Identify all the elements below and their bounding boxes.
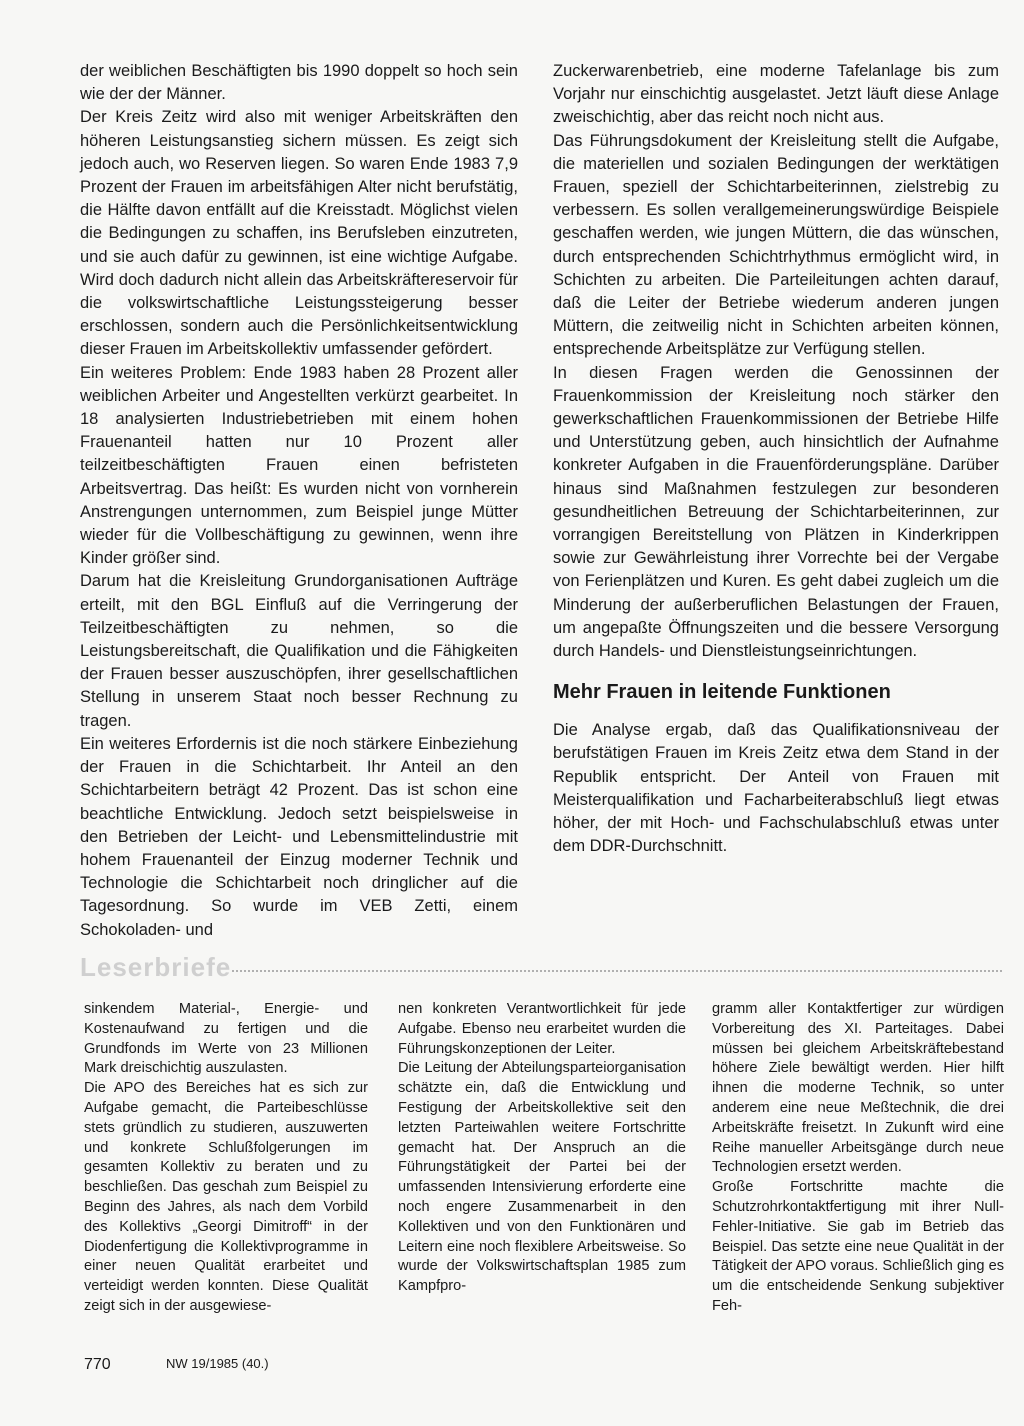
paragraph: nen konkreten Verantwortlichkeit für jede Aufgabe. Ebenso neu erarbeitet wurden die Führungskonzeptionen der Leiter. (398, 1001, 686, 1057)
paragraph: Die APO des Bereiches hat es sich zur Aufgabe gemacht, die Parteibeschlüsse stets gründlich zu studieren, auszuwerten und konkrete Schlußfolgerungen im gesamten Kollektiv zu beraten und zu beschließen. Das geschah zum Beispiel zu Beginn des Jahres, als nach dem Vorbild des Kollektivs „Georgi Dimitroff“ in der Diodenfertigung die Kollektivprogramme in einer neuen Qualität erarbeitet und verteidigt werden konnten. Diese Qualität zeigt sich in der ausgewiese- (84, 1080, 368, 1314)
paragraph: Das Führungsdokument der Kreisleitung stellt die Aufgabe, die materiellen und sozialen Bedingungen der werktätigen Frauen, speziell der Schichtarbeiterinnen, zielstrebig zu verbessern. Es sollen verallgemeinerungswürdige Beispiele geschaffen werden, wie jungen Müttern, die das wünschen, durch entsprechenden Schichtrhythmus ermöglicht wird, in Schichten zu arbeiten. Die Parteileitungen achten darauf, daß die Leiter der Betriebe wiederum anderen jungen Müttern, die zeitweilig nicht in Schichten arbeiten können, entsprechende Arbeitsplätze zur Verfügung stellen. (553, 131, 999, 359)
paragraph: der weiblichen Beschäftigten bis 1990 doppelt so hoch sein wie der der Männer. (80, 62, 518, 104)
paragraph: Die Analyse ergab, daß das Qualifikationsniveau der berufstätigen Frauen im Kreis Zeitz etwa dem Stand in der Republik entspricht. Der Anteil von Frauen mit Meisterqualifikation und Facharbeiterabschluß liegt etwas höher, der mit Hoch- und Fachschulabschluß etwas unter dem DDR-Durchschnitt. (553, 721, 999, 856)
issue-label: NW 19/1985 (40.) (166, 1356, 269, 1371)
paragraph: Die Leitung der Abteilungsparteiorganisation schätzte ein, daß die Entwicklung und Festigung der Arbeitskollektive seit den letzten Parteiwahlen weitere Fortschritte gemacht hat. Der Anspruch an die Führungstätigkeit der Partei bei der umfassenden Intensivierung erforderte eine noch engere Zusammenarbeit in den Kollektiven und von den Funktionären und Leitern eine noch flexiblere Arbeitsweise. So wurde der Volkswirtschaftsplan 1985 zum Kampfpro- (398, 1060, 686, 1295)
paragraph: gramm aller Kontaktfertiger zur würdigen Vorbereitung des XI. Parteitages. Dabei müssen bei gleichem Arbeitskräftebestand höhere Ziele bewältigt werden. Hier hilft ihnen die moderne Technik, so unter anderem eine neue Meßtechnik, die drei Arbeitskräfte freisetzt. In Zukunft wird eine Reihe manueller Arbeitsgänge durch neue Technologien ersetzt werden. (712, 1001, 1004, 1176)
paragraph: Der Kreis Zeitz wird also mit weniger Arbeitskräften den höheren Leistungsanstieg sichern müssen. Es zeigt sich jedoch auch, wo Reserven liegen. So waren Ende 1983 7,9 Prozent der Frauen im arbeitsfähigen Alter nicht berufstätig, die Hälfte davon entfällt auf die Kreisstadt. Möglichst vielen die Bedingungen zu schaffen, ins Berufsleben einzutreten, und sie auch dafür zu gewinnen, ist eine wichtige Aufgabe. Wird doch dadurch nicht allein das Arbeitskräftereservoir für die volkswirtschaftliche Leistungssteigerung besser erschlossen, sondern auch die Persönlichkeitsentwicklung dieser Frauen im Arbeitskollektiv umfassender gefördert. (80, 108, 518, 359)
paragraph: In diesen Fragen werden die Genossinnen der Frauenkommission der Kreisleitung noch stärker den gewerkschaftlichen Frauenkommissionen der Betriebe Hilfe und Unterstützung geben, auch hinsichtlich der Aufnahme konkreter Aufgaben in die Frauenförderungspläne. Darüber hinaus sind Maßnahmen festzulegen zur besonderen gesundheitlichen Betreuung der Schichtarbeiterinnen, zur vorrangigen Bereitstellung von Plätzen in Kinderkrippen sowie zur Gewährleistung ihrer Vorrechte bei der Vergabe von Ferienplätzen und Kuren. Es geht dabei zugleich um die Minderung der außerberuflichen Belastungen der Frauen, um angepaßte Öffnungszeiten und die bessere Versorgung durch Handels- und Dienstleistungseinrichtungen. (553, 363, 999, 661)
bottom-column-2 (398, 1000, 686, 1297)
paragraph: Darum hat die Kreisleitung Grundorganisationen Aufträge erteilt, mit den BGL Einfluß auf die Verringerung der Teilzeitbeschäftigten zu nehmen, so die Leistungsbereitschaft, die Qualifikation und die Fähigkeiten der Frauen besser auszuschöpfen, ihrer gesellschaftlichen Stellung in unserem Staat noch besser Rechnung zu tragen. (80, 572, 518, 730)
paragraph: Zuckerwarenbetrieb, eine moderne Tafelanlage bis zum Vorjahr nur einschichtig ausgelastet. Jetzt läuft diese Anlage zweischichtig, aber das reicht noch nicht aus. (553, 62, 999, 127)
page-number: 770 (84, 1356, 111, 1373)
section-label: Leserbriefe (80, 952, 232, 982)
paragraph: Ein weiteres Erfordernis ist die noch stärkere Einbeziehung der Frauen in die Schichtarbeit. Ihr Anteil an den Schichtarbeitern beträgt 42 Prozent. Das ist schon eine beachtliche Entwicklung. Jedoch setzt beispielsweise in den Betrieben der Leicht- und Lebensmittelindustrie mit hohem Frauenanteil der Einzug moderner Technik und Technologie die Schichtarbeit noch dringlicher auf die Tagesordnung. So wurde im VEB Zetti, einem Schokoladen- und (80, 734, 518, 939)
bottom-column-1 (84, 1000, 368, 1317)
divider (232, 970, 1002, 972)
section-heading: Mehr Frauen in leitende Funktionen (553, 681, 891, 704)
paragraph: Große Fortschritte machte die Schutzrohrkontaktfertigung mit ihrer Null-Fehler-Initiative. Sie gab im Betrieb das Beispiel. Das setzte eine neue Qualität in der Tätigkeit der APO voraus. Schließlich ging es um die entscheidende Senkung subjektiver Feh- (712, 1179, 1005, 1314)
bottom-column-3 (712, 1000, 1004, 1317)
top-left-column (80, 60, 518, 942)
paragraph: sinkendem Material-, Energie- und Kostenaufwand zu fertigen und die Grundfonds im Werte von 23 Millionen Mark dreischichtig auszulasten. (84, 1001, 368, 1077)
top-right-column (553, 60, 999, 859)
paragraph: Ein weiteres Problem: Ende 1983 haben 28 Prozent aller weiblichen Arbeiter und Angestellten verkürzt gearbeitet. In 18 analysierten Industriebetrieben mit einem hohen Frauenanteil hatten nur 10 Prozent aller teilzeitbeschäftigten Frauen einen befristeten Arbeitsvertrag. Das heißt: Es wurden nicht von vornherein Anstrengungen unternommen, zum Beispiel junge Mütter wieder für die Vollbeschäftigung zu gewinnen, wenn ihre Kinder größer sind. (80, 363, 518, 568)
